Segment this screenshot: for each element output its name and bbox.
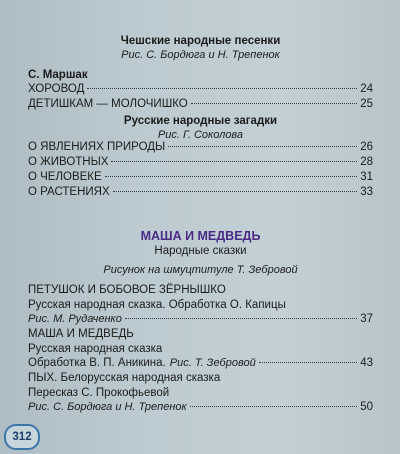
story-illustrator: Рис. М. Рудаченко <box>28 313 122 325</box>
toc-entry-title: О ЯВЛЕНИЯХ ПРИРОДЫ <box>28 141 166 153</box>
toc-entry <box>28 82 373 97</box>
toc-entry-title: О РАСТЕНИЯХ <box>28 186 110 198</box>
story-title-rest: Белорусская народная сказка <box>60 372 221 384</box>
toc-entry-page: 25 <box>360 98 373 110</box>
toc-entry-page: 33 <box>360 186 373 198</box>
story-title: МАША И МЕДВЕДЬ <box>28 328 134 340</box>
leader-dots <box>111 161 357 162</box>
story-illustrator-line <box>28 400 373 415</box>
story-illustrator-line <box>28 312 373 327</box>
czech-songs-header <box>28 34 373 62</box>
masha-section-title: МАША И МЕДВЕДЬ <box>140 229 261 243</box>
story-entry <box>28 283 373 327</box>
toc-entry-page: 28 <box>360 156 373 168</box>
story-note: Пересказ С. Прокофьевой <box>28 386 170 399</box>
masha-section-subtitle: Народные сказки <box>154 245 247 257</box>
toc-entry <box>28 97 373 112</box>
leader-dots <box>191 103 357 104</box>
story-illustrator: Рис. Т. Зебровой <box>169 357 256 369</box>
marshak-author: С. Маршак <box>28 69 88 81</box>
toc-entry-page: 26 <box>360 141 373 153</box>
toc-entry <box>28 140 373 155</box>
story-entry <box>28 327 373 371</box>
story-adaptation: Обработка В. П. Аникина. <box>28 357 166 369</box>
page-number-badge <box>4 424 40 450</box>
leader-dots <box>190 406 358 407</box>
toc-entry-page: 31 <box>360 171 373 183</box>
toc-entry-page: 24 <box>360 83 373 95</box>
leader-dots <box>168 146 357 147</box>
riddles-illustrator: Рис. Г. Соколова <box>157 129 244 141</box>
czech-songs-title: Чешские народные песенки <box>120 35 281 47</box>
story-title: ПЕТУШОК И БОБОВОЕ ЗЁРНЫШКО <box>28 284 226 296</box>
toc-entry <box>28 170 373 185</box>
story-note: Русская народная сказка. Обработка О. Капицы <box>28 298 286 311</box>
story-title: ПЫХ. <box>28 372 58 384</box>
riddles-title: Русские народные загадки <box>123 115 278 127</box>
story-illustrator: Рис. С. Бордюга и Н. Трепенок <box>28 401 187 413</box>
leader-dots <box>125 318 357 319</box>
riddles-list <box>28 140 373 200</box>
leader-dots <box>259 362 357 363</box>
story-note: Русская народная сказка <box>28 342 163 355</box>
story-title-line <box>28 371 373 386</box>
leader-dots <box>105 176 358 177</box>
story-page: 43 <box>360 357 373 369</box>
toc-entry-title: ДЕТИШКАМ — МОЛОЧИШКО <box>28 98 188 110</box>
toc-entry-title: О ЧЕЛОВЕКЕ <box>28 171 102 183</box>
masha-frontispiece-credit: Рисунок на шмуцтитуле Т. Зебровой <box>103 264 298 276</box>
story-page: 50 <box>360 401 373 413</box>
toc-entry <box>28 155 373 170</box>
toc-entry-title: ХОРОВОД <box>28 83 85 95</box>
toc-entry <box>28 185 373 200</box>
story-adaptation-line <box>28 356 373 371</box>
page-number: 312 <box>12 431 32 443</box>
story-page: 37 <box>360 313 373 325</box>
marshak-section <box>28 68 373 112</box>
leader-dots <box>113 191 358 192</box>
leader-dots <box>87 88 357 89</box>
masha-section-header <box>28 228 373 277</box>
czech-songs-illustrator: Рис. С. Бордюга и Н. Трепенок <box>121 49 280 61</box>
riddles-header <box>28 114 373 142</box>
toc-entry-title: О ЖИВОТНЫХ <box>28 156 109 168</box>
story-entry <box>28 371 373 415</box>
